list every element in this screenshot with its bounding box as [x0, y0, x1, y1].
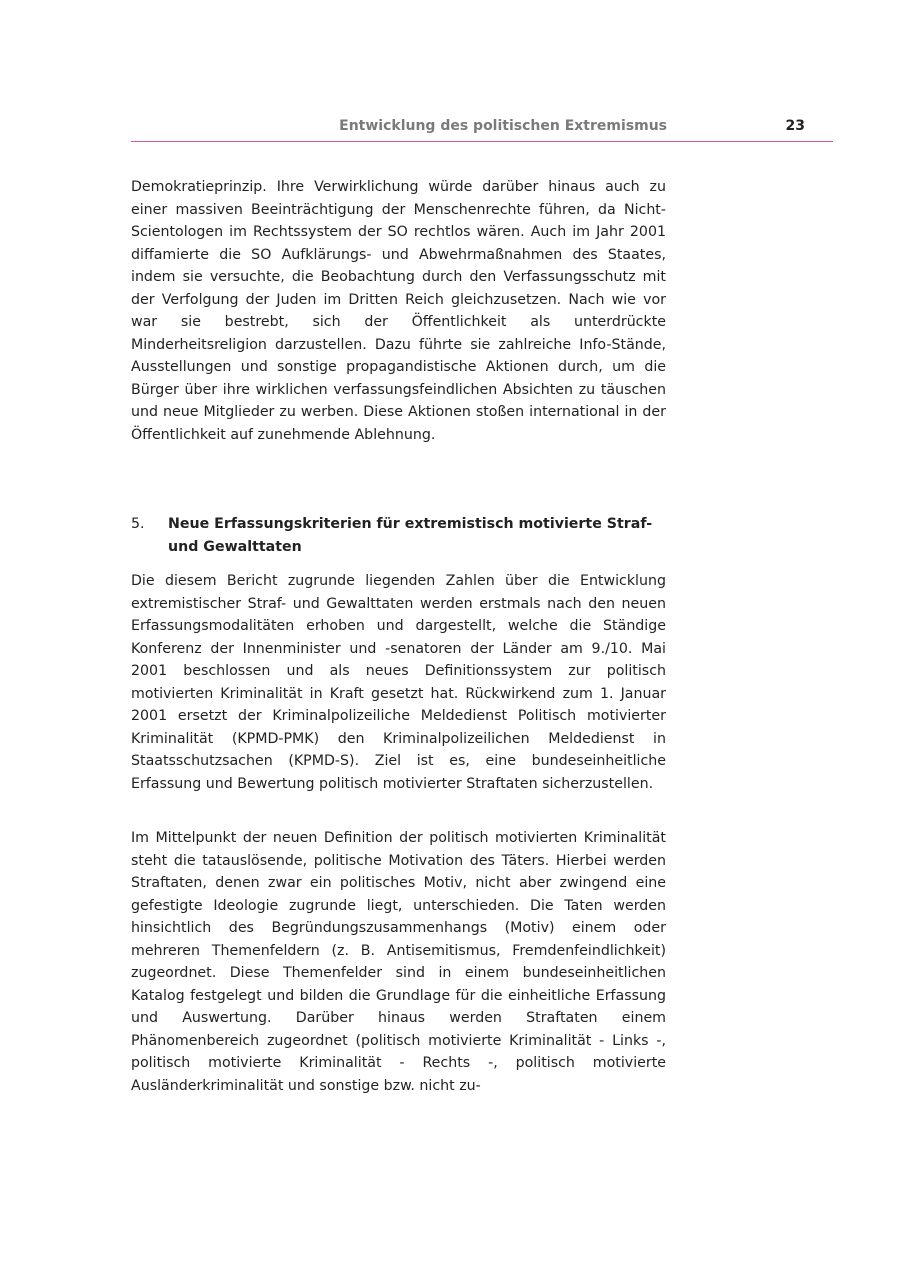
running-title: Entwicklung des politischen Extremismus: [339, 118, 667, 134]
paragraph-3: Im Mittelpunkt der neuen Definition der politisch motivierten Kriminalität steht die tatauslösende, politische Motivation des Täters. Hierbei werden Straftaten, denen zwar ein politisches Motiv, nicht aber zwingend eine gefestigte Ideologie zugrunde liegt, unterschieden. Die Taten werden hinsichtlich des Begründungszusammenhangs (Motiv) einem oder mehreren Themenfeldern (z. B. Antisemitismus, Fremdenfeindlichkeit) zugeordnet. Diese Themenfelder sind in einem bundeseinheitlichen Katalog festgelegt und bilden die Grundlage für die einheitliche Erfassung und Auswertung. Darüber hinaus werden Straftaten einem Phänomenbereich zugeordnet (politisch motivierte Kriminalität - Links -, politisch motivierte Kriminalität - Rechts -, politisch motivierte Ausländerkriminalität und sonstige bzw. nicht zu-: [131, 830, 666, 1094]
paragraph-2: Die diesem Bericht zugrunde liegenden Zahlen über die Entwicklung extremistischer Straf- und Gewalttaten werden erstmals nach den neuen Erfassungsmodalitäten erhoben und dargestellt, welche die Ständige Konferenz der Innenminister und -senatoren der Länder am 9./10. Mai 2001 beschlossen und als neues Definitionssystem zur politisch motivierten Kriminalität in Kraft gesetzt hat. Rückwirkend zum 1. Januar 2001 ersetzt der Kriminalpolizeiliche Meldedienst Politisch motivierter Kriminalität (KPMD-PMK) den Kriminalpolizeilichen Meldedienst in Staatsschutzsachen (KPMD-S). Ziel ist es, eine bundeseinheitliche Erfassung und Bewertung politisch motivierter Straftaten sicherzustellen.: [131, 573, 666, 792]
section-title: Neue Erfassungskriterien für extremistisch motivierte Straf- und Gewalttaten: [168, 516, 653, 555]
page-number: 23: [785, 118, 805, 134]
section-number: 5.: [131, 516, 145, 532]
running-header: [131, 117, 833, 142]
section-heading: [131, 513, 666, 558]
paragraph-1: Demokratieprinzip. Ihre Verwirklichung würde darüber hinaus auch zu einer massiven Beeinträchtigung der Menschenrechte führen, da Nicht-Scientologen im Rechtssystem der SO rechtlos wären. Auch im Jahr 2001 diffamierte die SO Aufklärungs- und Abwehrmaßnahmen des Staates, indem sie versuchte, die Beobachtung durch den Verfassungsschutz mit der Verfolgung der Juden im Dritten Reich gleichzusetzen. Nach wie vor war sie bestrebt, sich der Öffentlichkeit als unterdrückte Minderheitsreligion darzustellen. Dazu führte sie zahlreiche Info-Stände, Ausstellungen und sonstige propagandistische Aktionen durch, um die Bürger über ihre wirklichen verfassungsfeindlichen Absichten zu täuschen und neue Mitglieder zu werben. Diese Aktionen stoßen international in der Öffentlichkeit auf zunehmende Ablehnung.: [131, 179, 666, 443]
